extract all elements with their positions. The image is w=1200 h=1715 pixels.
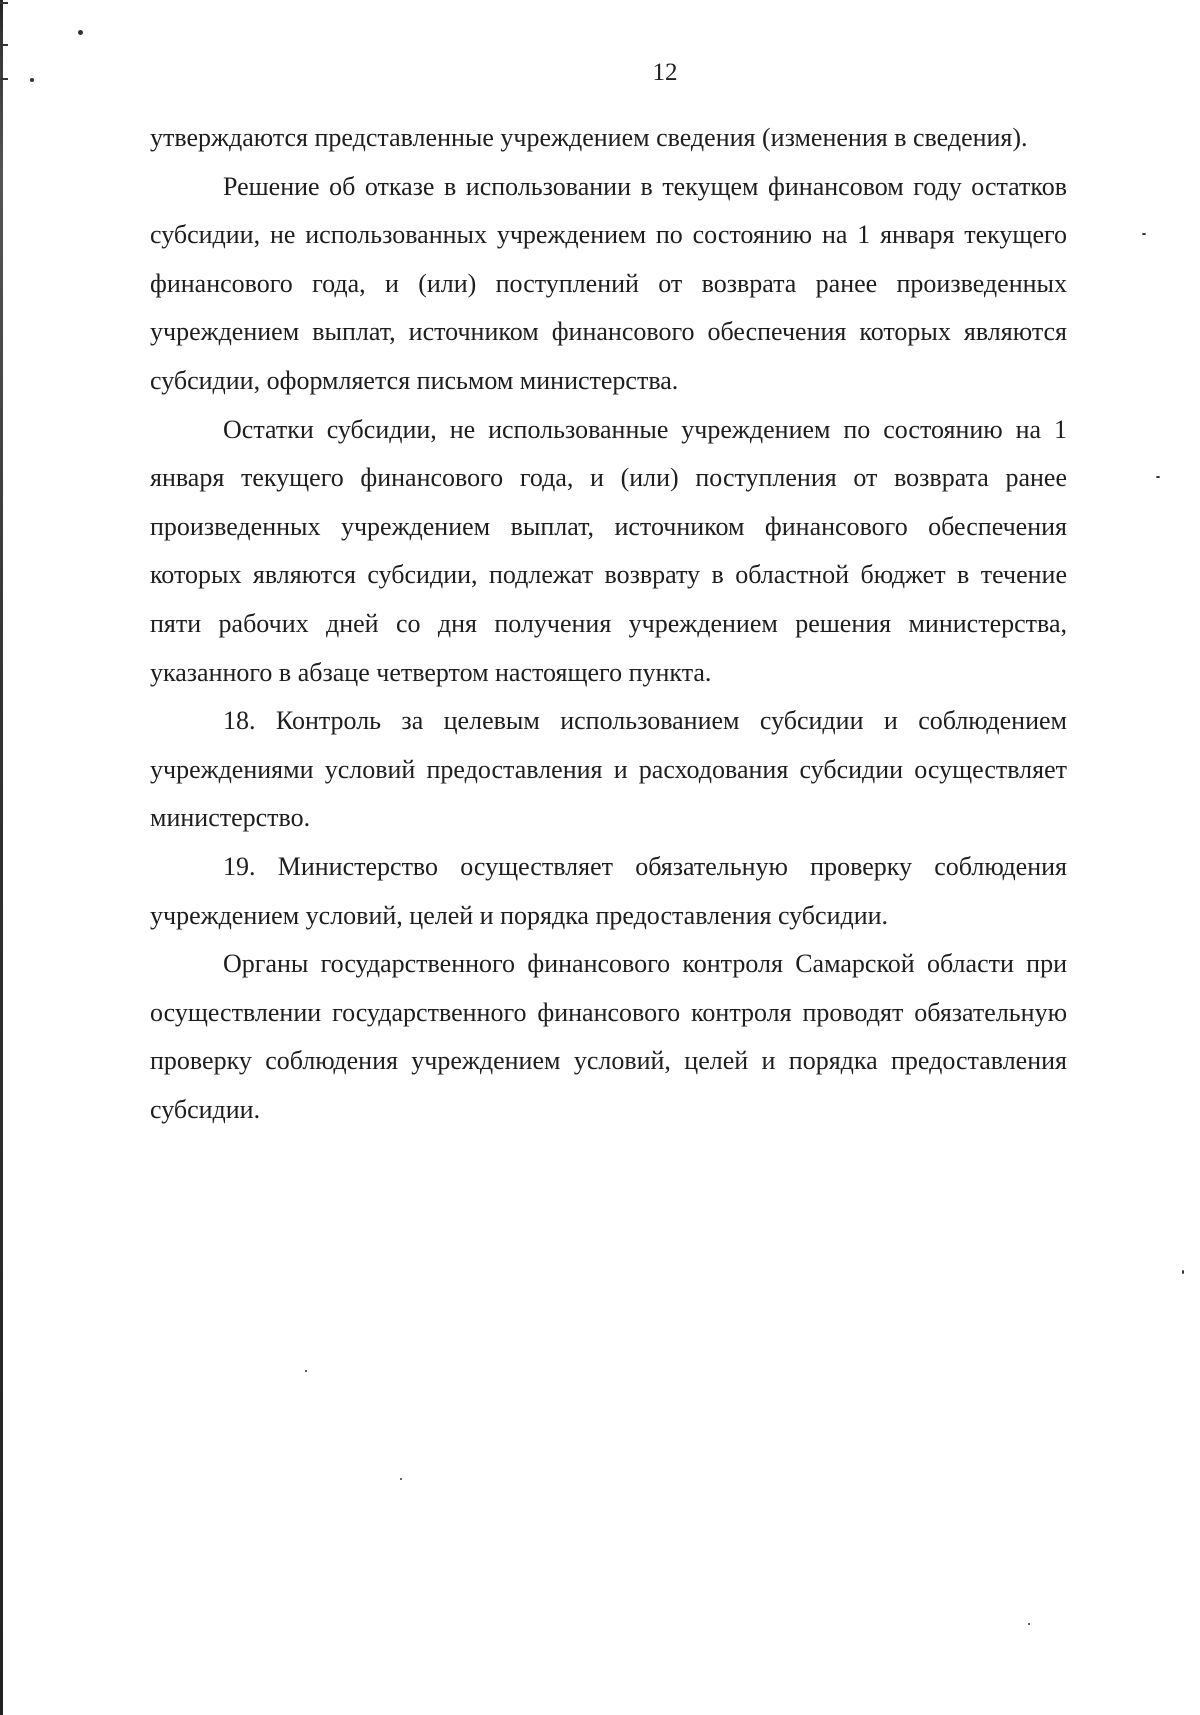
scan-speck — [1182, 1270, 1184, 1274]
scan-speck — [78, 30, 83, 35]
paragraph-refusal-decision: Решение об отказе в использовании в текущем финансовом году остатков субсидии, не использованных учреждением по состоянию на 1 января текущего финансового года, и (или) поступлений от возврата ранее произведенных учреждением выплат, источником финансового обеспечения которых являются субсидии, оформляется письмом министерства. — [150, 171, 1067, 395]
scan-speck — [1028, 1623, 1030, 1625]
paragraph-subsidy-remainders: Остатки субсидии, не использованные учреждением по состоянию на 1 января текущего финансового года, и (или) поступления от возврата ранее произведенных учреждением выплат, источником финансового обеспечения которых являются субсидии, подлежат возврату в областной бюджет в течение пяти рабочих дней со дня получения учреждением решения министерства, указанного в абзаце четвертом настоящего пункта. — [150, 414, 1067, 687]
document-body — [150, 114, 1067, 1134]
paragraph-financial-control: Органы государственного финансового контроля Самарской области при осуществлении государственного финансового контроля проводят обязательную проверку соблюдения учреждением условий, целей и порядка предоставления субсидии. — [150, 949, 1067, 1124]
paragraph-item-18: 18. Контроль за целевым использованием субсидии и соблюдением учреждениями условий предоставления и расходования субсидии осуществляет министерство. — [150, 706, 1067, 833]
page-number: 12 — [652, 59, 678, 86]
scan-edge — [0, 0, 3, 1715]
scan-mark — [0, 2, 8, 4]
scan-speck — [1142, 233, 1146, 235]
scan-speck — [1156, 476, 1160, 478]
scan-mark — [0, 44, 8, 46]
scan-speck — [305, 1370, 307, 1372]
scan-speck — [400, 1478, 402, 1480]
paragraph-continuation: утверждаются представленные учреждением сведения (изменения в сведения). — [150, 123, 1028, 152]
paragraph-item-19: 19. Министерство осуществляет обязательную проверку соблюдения учреждением условий, целей и порядка предоставления субсидии. — [150, 851, 1067, 930]
